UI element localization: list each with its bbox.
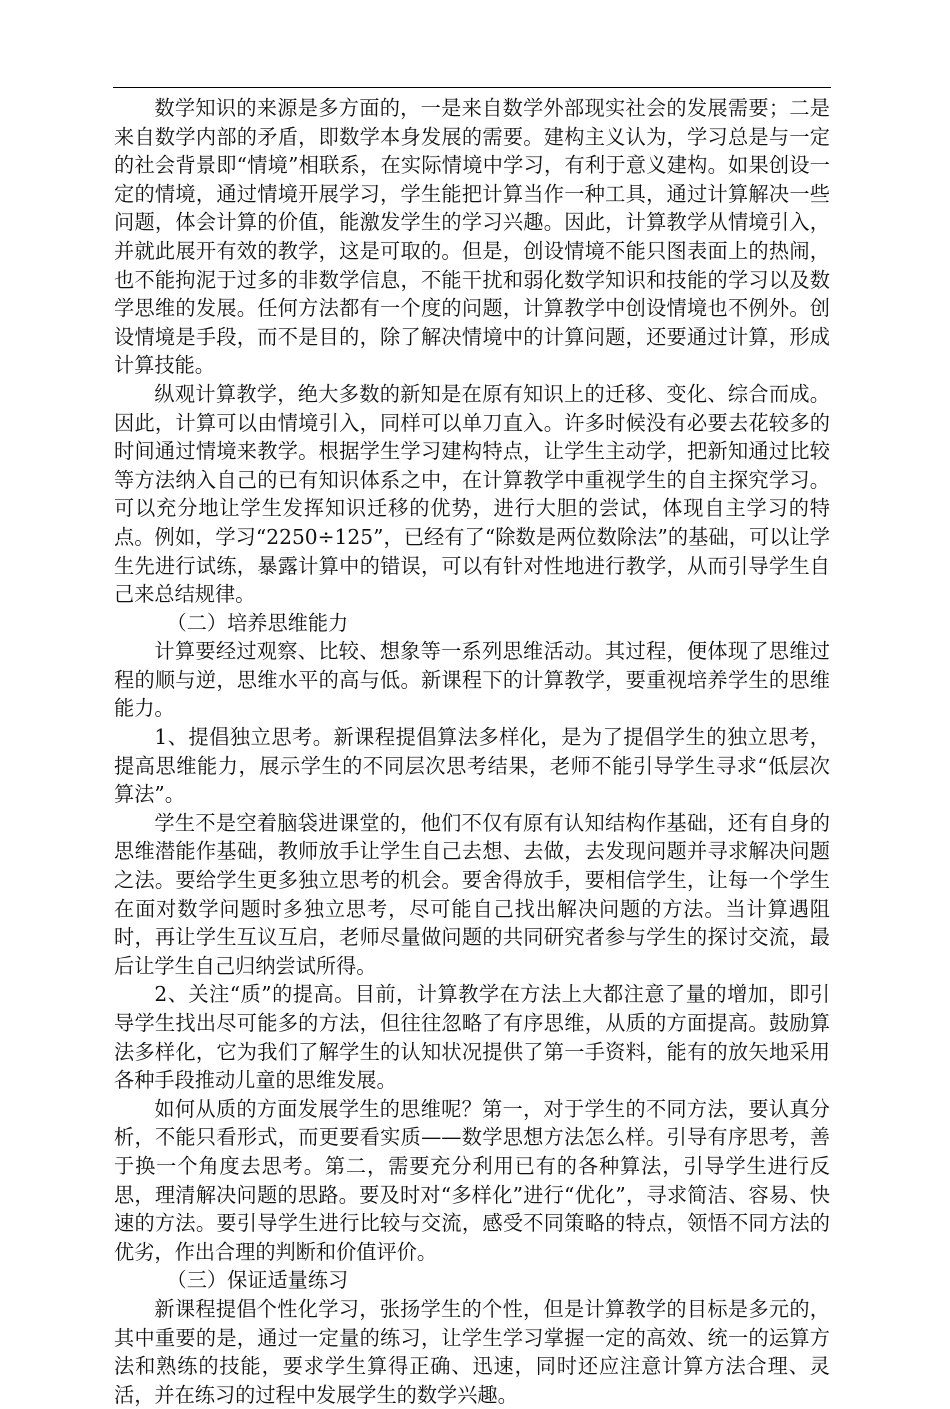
- section-heading: （二）培养思维能力: [166, 610, 349, 635]
- paragraph: 数学知识的来源是多方面的，一是来自数学外部现实社会的发展需要；二是来自数学内部的矛盾，即数学本身发展的需要。建构主义认为，学习总是与一定的社会背景即“情境”相联系，在实际情境中学习，有利于意义建构。如果创设一定的情境，通过情境开展学习，学生能把计算当作一种工具，通过计算解决一些问题，体会计算的价值，能激发学生的学习兴趣。因此，计算教学从情境引入，并就此展开有效的教学，这是可取的。但是，创设情境不能只图表面上的热闹，也不能拘泥于过多的非数学信息，不能干扰和弱化数学知识和技能的学习以及数学思维的发展。任何方法都有一个度的问题，计算教学中创设情境也不例外。创设情境是手段，而不是目的，除了解决情境中的计算问题，还要通过计算，形成计算技能。: [114, 96, 830, 378]
- paragraph: 纵观计算教学，绝大多数的新知是在原有知识上的迁移、变化、综合而成。因此，计算可以由情境引入，同样可以单刀直入。许多时候没有必要去花较多的时间通过情境来教学。根据学生学习建构特点，让学生主动学，把新知通过比较等方法纳入自己的已有知识体系之中，在计算教学中重视学生的自主探究学习。可以充分地让学生发挥知识迁移的优势，进行大胆的尝试，体现自主学习的特点。例如，学习“2250÷125”，已经有了“除数是两位数除法”的基础，可以让学生先进行试练，暴露计算中的错误，可以有针对性地进行教学，从而引导学生自己来总结规律。: [114, 381, 830, 607]
- paragraph: 如何从质的方面发展学生的思维呢？第一，对于学生的不同方法，要认真分析，不能只看形式，而更要看实质——数学思想方法怎么样。引导有序思考，善于换一个角度去思考。第二，需要充分利用已有的各种算法，引导学生进行反思，理清解决问题的思路。要及时对“多样化”进行“优化”，寻求简洁、容易、快速的方法。要引导学生进行比较与交流，感受不同策略的特点，领悟不同方法的优劣，作出合理的判断和价值评价。: [114, 1096, 830, 1264]
- paragraph: 1、提倡独立思考。新课程提倡算法多样化，是为了提倡学生的独立思考，提高思维能力，展示学生的不同层次思考结果，老师不能引导学生寻求“低层次算法”。: [114, 725, 830, 807]
- paragraph: 2、关注“质”的提高。目前，计算教学在方法上大都注意了量的增加，即引导学生找出尽可能多的方法，但往往忽略了有序思维，从质的方面提高。鼓励算法多样化，它为我们了解学生的认知状况提供了第一手资料，能有的放矢地采用各种手段推动儿童的思维发展。: [114, 982, 830, 1093]
- header-rule: [113, 87, 831, 88]
- paragraph: 学生不是空着脑袋进课堂的，他们不仅有原有认知结构作基础，还有自身的思维潜能作基础，教师放手让学生自己去想、去做，去发现问题并寻求解决问题之法。要给学生更多独立思考的机会。要舍得放手，要相信学生，让每一个学生在面对数学问题时多独立思考，尽可能自己找出解决问题的方法。当计算遇阻时，再让学生互议互启，老师尽量做问题的共同研究者参与学生的探讨交流，最后让学生自己归纳尝试所得。: [114, 810, 830, 978]
- paragraph: 新课程提倡个性化学习，张扬学生的个性，但是计算教学的目标是多元的，其中重要的是，通过一定量的练习，让学生学习掌握一定的高效、统一的运算方法和熟练的技能，要求学生算得正确、迅速，同时还应注意计算方法合理、灵活，并在练习的过程中发展学生的数学兴趣。: [114, 1296, 830, 1407]
- paragraph: 计算要经过观察、比较、想象等一系列思维活动。其过程，便体现了思维过程的顺与逆，思维水平的高与低。新课程下的计算教学，要重视培养学生的思维能力。: [114, 639, 830, 721]
- section-heading: （三）保证适量练习: [166, 1268, 349, 1293]
- body-text: [114, 94, 830, 1409]
